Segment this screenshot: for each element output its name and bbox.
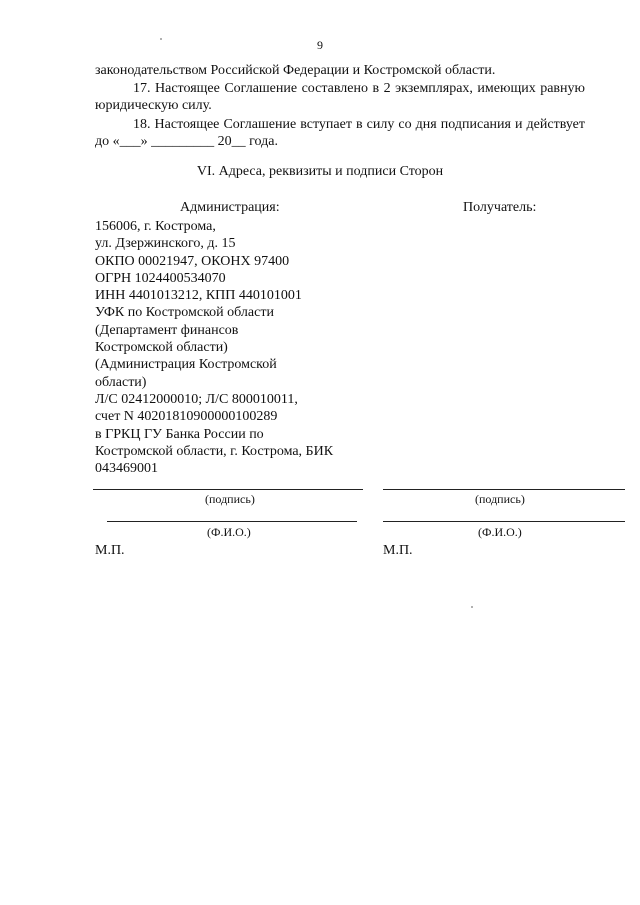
- admin-seal-label: М.П.: [95, 543, 125, 558]
- admin-detail-line: 043469001: [95, 461, 158, 477]
- admin-detail-line: ИНН 4401013212, КПП 440101001: [95, 288, 302, 304]
- recipient-signature-line: [383, 489, 625, 490]
- scan-speck: [471, 606, 473, 608]
- admin-signature-line: [93, 489, 363, 490]
- paragraph-17: 17. Настоящее Соглашение составлено в 2 экземплярах, имеющих равную юридическую силу.: [95, 81, 585, 113]
- paragraph-continuation: законодательством Российской Федерации и Костромской области.: [95, 63, 496, 78]
- scan-speck: [160, 38, 162, 40]
- admin-signature-label: (подпись): [205, 492, 255, 506]
- page-number: 9: [317, 38, 323, 52]
- admin-detail-line: Костромской области): [95, 340, 228, 356]
- admin-detail-line: области): [95, 374, 147, 390]
- administration-title: Администрация:: [180, 200, 280, 215]
- admin-detail-line: 156006, г. Кострома,: [95, 219, 216, 234]
- recipient-title: Получатель:: [463, 200, 537, 215]
- recipient-name-label: (Ф.И.О.): [478, 525, 522, 539]
- admin-detail-line: ОКПО 00021947, ОКОНХ 97400: [95, 253, 290, 269]
- admin-detail-line: Костромской области, г. Кострома, БИК: [95, 443, 334, 459]
- admin-detail-line: (Администрация Костромской: [95, 357, 277, 373]
- admin-detail-line: (Департамент финансов: [95, 322, 239, 338]
- admin-name-label: (Ф.И.О.): [207, 525, 251, 539]
- administration-details: [95, 218, 375, 477]
- admin-detail-line: УФК по Костромской области: [95, 305, 274, 321]
- paragraph-18: 18. Настоящее Соглашение вступает в силу со дня подписания и действует до «___» _________ 20__ года.: [95, 117, 585, 149]
- admin-name-line: [107, 521, 357, 522]
- admin-detail-line: ул. Дзержинского, д. 15: [95, 236, 236, 252]
- recipient-name-line: [383, 521, 625, 522]
- admin-detail-line: в ГРКЦ ГУ Банка России по: [95, 426, 264, 442]
- admin-detail-line: Л/С 02412000010; Л/С 800010011,: [95, 391, 298, 407]
- admin-detail-line: ОГРН 1024400534070: [95, 270, 226, 286]
- recipient-signature-label: (подпись): [475, 492, 525, 506]
- recipient-seal-label: М.П.: [383, 543, 413, 558]
- section-title: VI. Адреса, реквизиты и подписи Сторон: [196, 164, 444, 179]
- admin-detail-line: счет N 40201810900000100289: [95, 409, 278, 425]
